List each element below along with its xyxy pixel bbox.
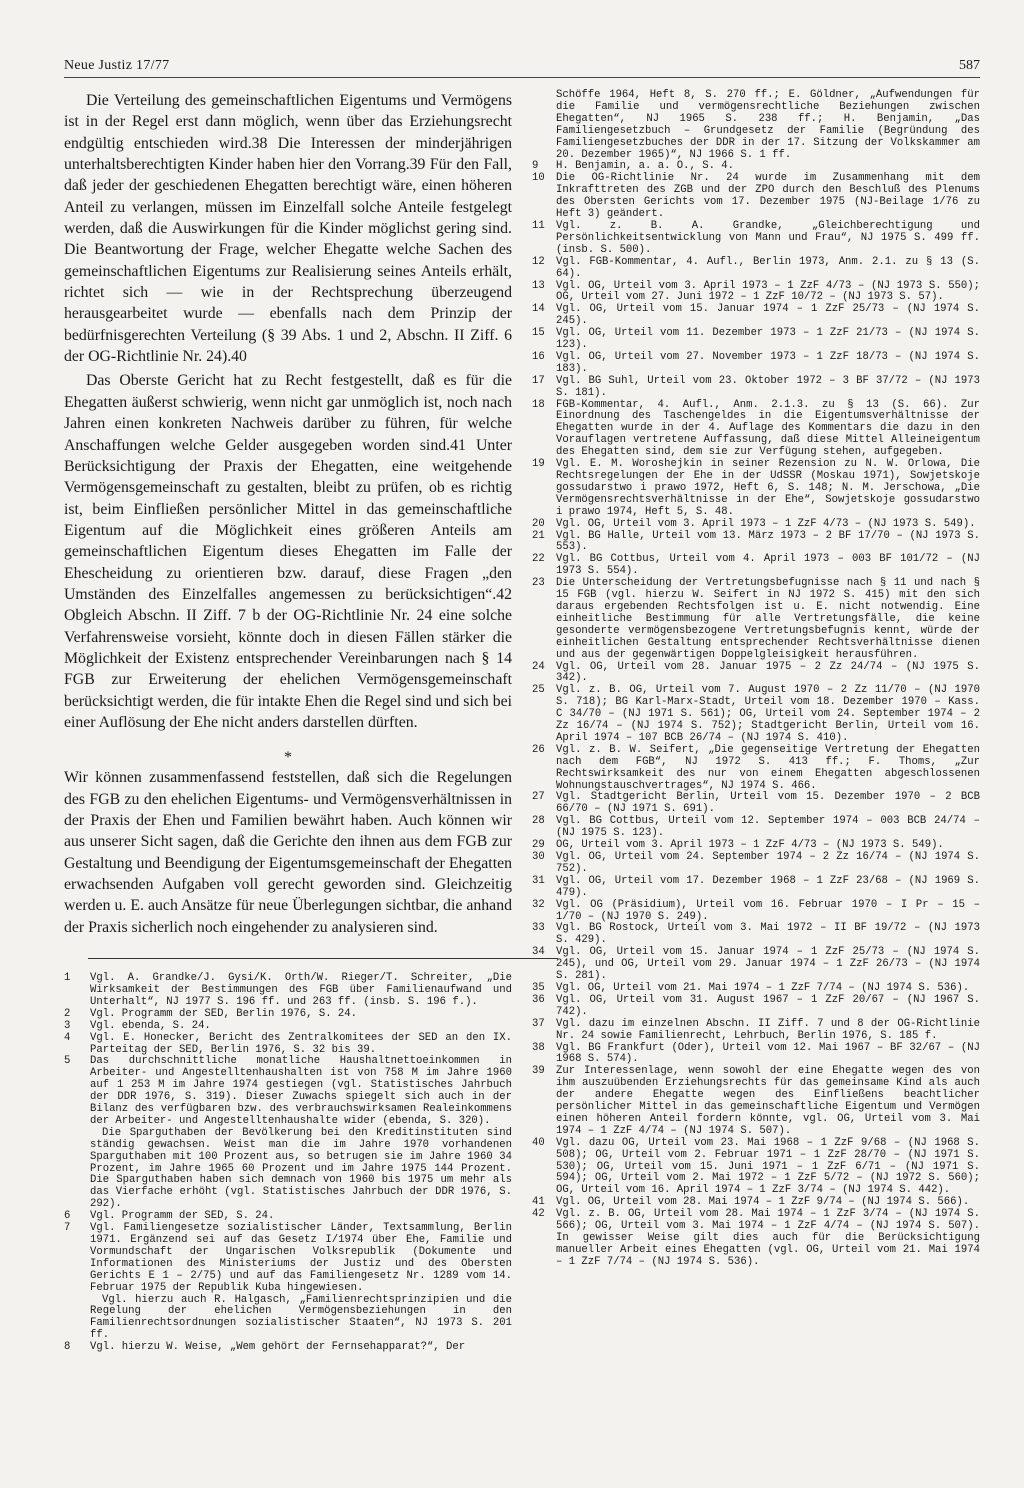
footnote-number: 12 [532, 255, 545, 268]
footnote-text: Vgl. OG, Urteil vom 31. August 1967 – 1 ZzF 20/67 – (NJ 1967 S. 742). [556, 993, 980, 1018]
footnote-number: 15 [532, 327, 545, 340]
footnote-number: 30 [532, 851, 545, 863]
footnote-number: 20 [532, 517, 545, 530]
footnote-text: Vgl. BG Cottbus, Urteil vom 4. April 1973 – 003 BF 101/72 – (NJ 1973 S. 554). [556, 553, 980, 578]
footnote [532, 578, 980, 661]
footnote-text: Vgl. z. B. OG, Urteil vom 7. August 1970 – 2 Zz 11/70 – (NJ 1970 S. 718); BG Karl-Marx-Stadt, Urteil vom 18. Dezember 1970 – Kass. C 34/70 – (NJ 1971 S. 561); OG, Urteil vom 24. September 1974 – 2 Zz 16/74 – (NJ 1974 S. 752); Stadtgericht Berlin, Urteil vom 16. April 1974 – 107 BCB 26/74 – (NJ 1974 S. 410). [556, 684, 980, 744]
footnote-number: 17 [532, 374, 545, 387]
section-separator-star: * [284, 749, 292, 767]
footnote-text: Vgl. OG, Urteil vom 11. Dezember 1973 – 1 ZzF 21/73 – (NJ 1974 S. 123). [556, 327, 980, 352]
body-paragraph-3: Wir können zusammenfassend feststellen, daß sich die Regelungen des FGB zu den ehelichen Eigentums- und Vermögensverhältnissen in der Praxis der Ehen und Familien bewährt haben. Auch können wir aus unserer Sicht sagen, daß die Gerichte den ihnen aus dem FGB zur Gestaltung und Beendigung der Eigentumsgemeinschaft der Ehegatten erwachsenden Aufgaben voll gerecht geworden sind. Gleichzeitig werden u. E. auch Ansätze für neue Überlegungen sichtbar, die anhand der Praxis sicherlich noch eingehender zu analysieren sind. [64, 769, 512, 936]
footnote-text: Vgl. OG, Urteil vom 27. November 1973 – 1 ZzF 18/73 – (NJ 1974 S. 183). [556, 350, 980, 375]
footnote-text: FGB-Kommentar, 4. Aufl., Anm. 2.1.3. zu § 13 (S. 66). Zur Einordnung des Taschengeldes in die Eigentumsverhältnisse der Ehegatten wurde in der 4. Auflage des Kommentars die dazu in den Vorauflagen vertretene Auffassung, daß diese Mittel Alleineigentum des Ehegatten sind, dem sie zur Verfügung stehen, aufgegeben. [556, 398, 980, 459]
footnote [532, 816, 980, 840]
page-header [64, 58, 980, 80]
footnote-text-continued: Vgl. hierzu auch R. Halgasch, „Familienrechtsprinzipien und die Regelung der ehelichen Vermögensbeziehungen in den Familienrechtsordnungen sozialistischer Staaten“, NJ 1973 S. 201 ff. [90, 1293, 512, 1342]
footnote-text: Vgl. OG, Urteil vom 21. Mai 1974 – 1 ZzF 7/74 – (NJ 1974 S. 536). [556, 981, 970, 994]
footnote-number: 7 [64, 1222, 71, 1235]
footnote-number: 24 [532, 660, 545, 673]
footnote [532, 923, 980, 947]
footnote-number: 40 [532, 1136, 545, 1149]
footnote-text: Vgl. BG Suhl, Urteil vom 23. Oktober 1972 – 3 BF 37/72 – (NJ 1973 S. 181). [556, 374, 980, 399]
footnote-number: 11 [532, 219, 545, 232]
footnote [532, 400, 980, 460]
footnote-text: Vgl. OG (Präsidium), Urteil vom 16. Februar 1970 – I Pr – 15 – 1/70 – (NJ 1970 S. 249). [556, 898, 980, 923]
footnote-text-continued: Die Sparguthaben der Bevölkerung bei den Kreditinstituten sind ständig gewachsen. Weist man die im Jahre 1970 vorhandenen Sparguthaben mit 100 Prozent aus, so betrugen sie im Jahre 1960 34 Prozent, im Jahre 1965 60 Prozent und im Jahre 1975 144 Prozent. Die Sparguthaben haben sich demnach von 1960 bis 1975 um mehr als das Vierfache erhöht (vgl. Statistisches Jahrbuch der DDR 1976, S. 292). [90, 1126, 512, 1211]
footnote [532, 376, 980, 400]
footnote-number: 33 [532, 922, 545, 935]
footnote-number: 38 [532, 1041, 545, 1054]
footnotes-left [64, 973, 512, 1354]
footnote-number: 39 [532, 1065, 545, 1078]
footnote-number: 3 [64, 1019, 71, 1032]
footnote-number: 22 [532, 553, 545, 566]
footnote [532, 1209, 980, 1269]
header-rule [64, 77, 980, 78]
footnote [532, 792, 980, 816]
footnote-number: 31 [532, 874, 545, 887]
footnote [532, 352, 980, 376]
footnote-text: Vgl. OG, Urteil vom 3. April 1973 – 1 ZzF 4/73 – (NJ 1973 S. 550); OG, Urteil vom 27. Juni 1972 – 1 ZzF 10/72 – (NJ 1973 S. 57). [556, 279, 980, 304]
footnote-text: Vgl. OG, Urteil vom 17. Dezember 1968 – 1 ZzF 23/68 – (NJ 1969 S. 479). [556, 874, 980, 899]
footnote-text: H. Benjamin, a. a. O., S. 4. [556, 160, 735, 173]
footnote-number: 26 [532, 743, 545, 756]
footnote-text: Vgl. ebenda, S. 24. [90, 1019, 211, 1032]
footnote-number: 14 [532, 303, 545, 316]
footnote-number: 32 [532, 898, 545, 911]
footnote [532, 1043, 980, 1067]
footnote-number: 9 [532, 160, 539, 173]
body-paragraph-2: Das Oberste Gericht hat zu Recht festgestellt, daß es für die Ehegatten äußerst schwierig, wenn nicht gar unmöglich ist, noch nach Jahren einen konkreten Nachweis darüber zu führen, für welche Anschaffungen welche Gelder ausgegeben worden sind.41 Unter Berücksichtigung der Praxis der Ehegatten, eine weitgehende Vermögensgemeinschaft zu gestalten, bleibt zu prüfen, ob es richtig ist, beim Einfließen persönlicher Mittel in das gemeinschaftliche Eigentum auf die Möglichkeit eines größeren Anteils am gemeinschaftlichen Eigentum dieses Ehegatten im Falle der Ehescheidung zu orientieren bzw. darauf, diese Fragen „den Umständen des Einzelfalles angemessen zu berücksichtigen“.42 Obgleich Abschn. II Ziff. 7 b der OG-Richtlinie Nr. 24 eine solche Verfahrensweise vorsieht, könnte doch in diesen Fällen stärker die Möglichkeit der Existenz entsprechender Vereinbarungen nach § 14 FGB zur Erweiterung der ehelichen Vermögensgemeinschaft berücksichtigt werden, die für intakte Ehen die Regel sind und sich bei einer Auflösung der Ehe nicht anders darstellen dürften. [64, 372, 512, 731]
footnote [532, 947, 980, 983]
footnote [532, 173, 980, 221]
footnote-text: Vgl. BG Halle, Urteil vom 13. März 1973 – 2 BF 17/70 – (NJ 1973 S. 553). [556, 529, 980, 554]
footnote-text: Zur Interessenlage, wenn sowohl der eine Ehegatte wegen des von ihm auszuübenden Erziehungsrechts für das gemeinsame Kind als auch der andere Ehegatte wegen des Einfließens beachtlicher persönlicher Mittel in das gemeinschaftliche Eigentum und Vermögen einen höheren Anteil fordern könnte, vgl. OG, Urteil vom 3. Mai 1974 – 1 ZzF 4/74 – (NJ 1974 S. 507). [556, 1065, 980, 1137]
footnote-text: Vgl. OG, Urteil vom 28. Mai 1974 – 1 ZzF 9/74 – (NJ 1974 S. 566). [556, 1196, 970, 1209]
footnote-number: 29 [532, 839, 545, 852]
footnote-text: Die OG-Richtlinie Nr. 24 wurde im Zusammenhang mit dem Inkrafttreten des ZGB und der ZPO durch den Beschluß des Plenums des Obersten Gerichts vom 17. Dezember 1975 (NJ-Beilage 1/76 zu Heft 3) geändert. [556, 172, 980, 221]
footnote [532, 221, 980, 257]
footnote [532, 852, 980, 876]
footnote-text: Vgl. Stadtgericht Berlin, Urteil vom 15. Dezember 1970 – 2 BCB 66/70 – (NJ 1971 S. 691). [556, 791, 980, 816]
footnote-number: 34 [532, 946, 545, 959]
footnote-number: 37 [532, 1017, 545, 1030]
footnote-text: Vgl. BG Frankfurt (Oder), Urteil vom 12. Mai 1967 – BF 32/67 – (NJ 1968 S. 574). [556, 1041, 980, 1066]
footnote-text: Vgl. z. B. A. Grandke, „Gleichberechtigung und Persönlichkeitsentwicklung von Mann und Frau“, NJ 1975 S. 499 ff. (insb. S. 500). [556, 219, 980, 256]
footnote [532, 531, 980, 555]
footnote-text: Vgl. E. M. Woroshejkin in seiner Rezension zu N. W. Orlowa, Die Rechtsregelungen der Ehe in der UdSSR (Moskau 1971), Sowjetskoje gossudarstwo i prawo 1972, Heft 6, S. 148; N. M. Jerschowa, „Die Vermögensrechtsverhältnisse in der Ehe“, Sowjetskoje gossudarstwo i prawo 1974, Heft 5, S. 48. [556, 458, 980, 518]
footnote-number: 10 [532, 172, 545, 185]
footnote-text: Vgl. Programm der SED, S. 24. [90, 1210, 275, 1223]
footnote-separator [88, 958, 558, 959]
footnote [532, 459, 980, 519]
footnote-number: 6 [64, 1210, 71, 1223]
footnote-text: Vgl. Familiengesetze sozialistischer Länder, Textsammlung, Berlin 1971. Ergänzend sei auf das Gesetz I/1974 über Ehe, Familie und Vormundschaft der Ungarischen Volksrepublik (Dokumente und Informationen des Ministeriums der Justiz und des Obersten Gerichts E 1 – 2/75) und auf das Familiengesetz Nr. 1289 vom 14. Februar 1975 der Republik Kuba hingewiesen. [90, 1222, 512, 1294]
footnote [64, 1342, 512, 1354]
footnote-text: Vgl. BG Rostock, Urteil vom 3. Mai 1972 – II BF 19/72 – (NJ 1973 S. 429). [556, 922, 980, 947]
footnote [532, 304, 980, 328]
footnote [532, 995, 980, 1019]
footnote-text: Das durchschnittliche monatliche Haushaltnettoeinkommen in Arbeiter- und Angestelltenhaushalten ist von 758 M im Jahre 1960 auf 1 253 M im Jahre 1974 gestiegen (vgl. Statistisches Jahrbuch der DDR 1976, S. 319). Dieser Zuwachs spiegelt sich auch in der Bilanz des verfügbaren bzw. des verbrauchswirksamen Realeinkommens der Arbeiter- und Angestelltenhaushalte wider (ebenda, S. 320). [90, 1055, 512, 1127]
footnote [532, 685, 980, 745]
footnote [532, 1066, 980, 1137]
footnote-number: 23 [532, 577, 545, 590]
footnote [64, 1056, 512, 1211]
footnote-text: Vgl. BG Cottbus, Urteil vom 12. September 1974 – 003 BCB 24/74 – (NJ 1975 S. 123). [556, 815, 980, 840]
footnote-text: Vgl. OG, Urteil vom 28. Januar 1975 – 2 Zz 24/74 – (NJ 1975 S. 342). [556, 660, 980, 685]
footnote-number: 27 [532, 791, 545, 804]
footnote [532, 876, 980, 900]
footnote-text: Vgl. dazu im einzelnen Abschn. II Ziff. 7 und 8 der OG-Richtlinie Nr. 24 sowie Familienrecht, Lehrbuch, Berlin 1976, S. 185 f. [556, 1017, 980, 1042]
footnote-text: Vgl. dazu OG, Urteil vom 23. Mai 1968 – 1 ZzF 9/68 – (NJ 1968 S. 508); OG, Urteil vom 2. Februar 1971 – 1 ZzF 28/70 – (NJ 1971 S. 530); OG, Urteil vom 15. Juni 1971 – 1 ZzF 6/71 – (NJ 1971 S. 594); OG, Urteil vom 2. Mai 1972 – 1 ZzF 5/72 – (NJ 1972 S. 560); OG, Urteil vom 16. April 1974 – 1 ZzF 3/74 – (NJ 1974 S. 442). [556, 1136, 980, 1197]
footnote-number: 2 [64, 1007, 71, 1020]
footnote-text: Vgl. z. B. W. Seifert, „Die gegenseitige Vertretung der Ehegatten nach dem FGB“, NJ 1972 S. 413 ff.; F. Thoms, „Zur Rechtswirksamkeit des nur von einem Ehegatten abgeschlossenen Wohnungstauschvertrages“, NJ 1974 S. 466. [556, 743, 980, 792]
footnote-number: 5 [64, 1055, 71, 1068]
footnote [64, 1033, 512, 1057]
footnote-number: 25 [532, 684, 545, 697]
footnote [532, 1019, 980, 1043]
footnote-text: Schöffe 1964, Heft 8, S. 270 ff.; E. Göldner, „Aufwendungen für die Familie und vermögensrechtliche Beziehungen zwischen Ehegatten“, NJ 1965 S. 238 ff.; H. Benjamin, „Das Familiengesetzbuch – Grundgesetz der Familie (Begründung des Familiengesetzbuches der DDR in der 17. Sitzung der Volkskammer am 20. Dezember 1965)“, NJ 1966 S. 1 ff. [556, 89, 980, 161]
footnote-text: OG, Urteil vom 3. April 1973 – 1 ZzF 4/73 – (NJ 1973 S. 549). [556, 839, 944, 852]
footnote-text: Vgl. OG, Urteil vom 15. Januar 1974 – 1 ZzF 25/73 – (NJ 1974 S. 245), und OG, Urteil vom 29. Januar 1974 – 1 ZzF 26/73 – (NJ 1974 S. 281). [556, 946, 980, 983]
footnote [532, 281, 980, 305]
footnote-number: 42 [532, 1208, 545, 1221]
footnote-number: 28 [532, 815, 545, 828]
footnote-number: 13 [532, 279, 545, 292]
footnote [532, 90, 980, 161]
footnote [532, 554, 980, 578]
footnote-text: Die Unterscheidung der Vertretungsbefugnisse nach § 11 und nach § 15 FGB (vgl. hierzu W. Seifert in NJ 1972 S. 415) mit den sich daraus ergebenden Rechtsfolgen ist u. E. nicht notwendig. Eine einheitliche Bestimmung für alle Vertretungsfälle, die keine gesonderte vermögensbezogene Vertretungsbefugnis kennt, würde der einheitlichen Gestaltung entsprechender Rechtsverhältnisse dienen und aus der gegenwärtigen Doppelgleisigkeit herausführen. [556, 577, 980, 661]
footnote-number: 19 [532, 458, 545, 471]
right-column [532, 90, 980, 1269]
footnote-text: Vgl. OG, Urteil vom 3. April 1973 – 1 ZzF 4/73 – (NJ 1973 S. 549). [556, 517, 976, 530]
footnote-text: Vgl. hierzu W. Weise, „Wem gehört der Fernsehapparat?“, Der [90, 1341, 466, 1354]
footnote [532, 662, 980, 686]
footnote [532, 257, 980, 281]
footnote-number: 16 [532, 350, 545, 363]
footnote-number: 8 [64, 1341, 71, 1354]
footnote-number: 36 [532, 993, 545, 1006]
left-column [64, 90, 512, 1354]
footnote [64, 1223, 512, 1342]
footnote [532, 900, 980, 924]
footnotes-right [532, 90, 980, 1269]
footnote-number: 35 [532, 981, 545, 994]
page-number: 587 [959, 58, 980, 73]
footnote [532, 745, 980, 793]
footnote-number: 4 [64, 1031, 71, 1044]
footnote-text: Vgl. FGB-Kommentar, 4. Aufl., Berlin 1973, Anm. 2.1. zu § 13 (S. 64). [556, 255, 980, 280]
footnote-text: Vgl. z. B. OG, Urteil vom 28. Mai 1974 – 1 ZzF 3/74 – (NJ 1974 S. 566); OG, Urteil vom 3. Mai 1974 – 1 ZzF 4/74 – (NJ 1974 S. 507). In gewisser Weise gilt dies auch für die Berücksichtigung manueller Arbeit eines Ehegatten (vgl. OG, Urteil vom 21. Mai 1974 – 1 ZzF 7/74 – (NJ 1974 S. 536). [556, 1208, 980, 1268]
footnote-number: 41 [532, 1196, 545, 1209]
footnote [64, 973, 512, 1009]
footnote-text: Vgl. A. Grandke/J. Gysi/K. Orth/W. Rieger/T. Schreiter, „Die Wirksamkeit der Bestimmungen des FGB über Familienaufwand und Unterhalt“, NJ 1977 S. 196 ff. und 263 ff. (insb. S. 196 f.). [90, 972, 512, 1008]
journal-title: Neue Justiz 17/77 [64, 58, 170, 73]
footnote-number: 21 [532, 529, 545, 542]
footnote-text: Vgl. E. Honecker, Bericht des Zentralkomitees der SED an den IX. Parteitag der SED, Berlin 1976, S. 32 bis 39. [90, 1031, 512, 1056]
footnote-text: Vgl. Programm der SED, Berlin 1976, S. 24. [90, 1007, 358, 1020]
footnote [532, 328, 980, 352]
body-paragraph-1: Die Verteilung des gemeinschaftlichen Eigentums und Vermögens ist in der Regel erst dann möglich, wenn über das Erziehungsrecht endgültig entschieden wird.38 Die Interessen der minderjährigen unterhaltsberechtigten Kinder haben hier den Vorrang.39 Für den Fall, daß jeder der geschiedenen Ehegatten berechtigt wäre, einen höheren Anteil zu verlangen, müssen im Einzelfall solche Anteile festgelegt werden, daß die Auswirkungen für die Kinder möglichst gering sind. Die Beantwortung der Frage, welcher Ehegatte welche Sachen des gemeinschaftlichen Eigentums zur Realisierung seines Anteils erhält, richtet sich — wie in der Rechtsprechung überzeugend herausgearbeitet wurde — ebenfalls nach dem Prinzip der bedürfnisgerechten Verteilung (§ 39 Abs. 1 und 2, Abschn. II Ziff. 6 der OG-Richtlinie Nr. 24).40 [64, 92, 512, 366]
footnote-text: Vgl. OG, Urteil vom 24. September 1974 – 2 Zz 16/74 – (NJ 1974 S. 752). [556, 851, 980, 875]
footnote [532, 1138, 980, 1198]
footnote-number: 1 [64, 972, 71, 985]
footnote-number: 18 [532, 398, 545, 411]
footnote-text: Vgl. OG, Urteil vom 15. Januar 1974 – 1 ZzF 25/73 – (NJ 1974 S. 245). [556, 303, 980, 328]
